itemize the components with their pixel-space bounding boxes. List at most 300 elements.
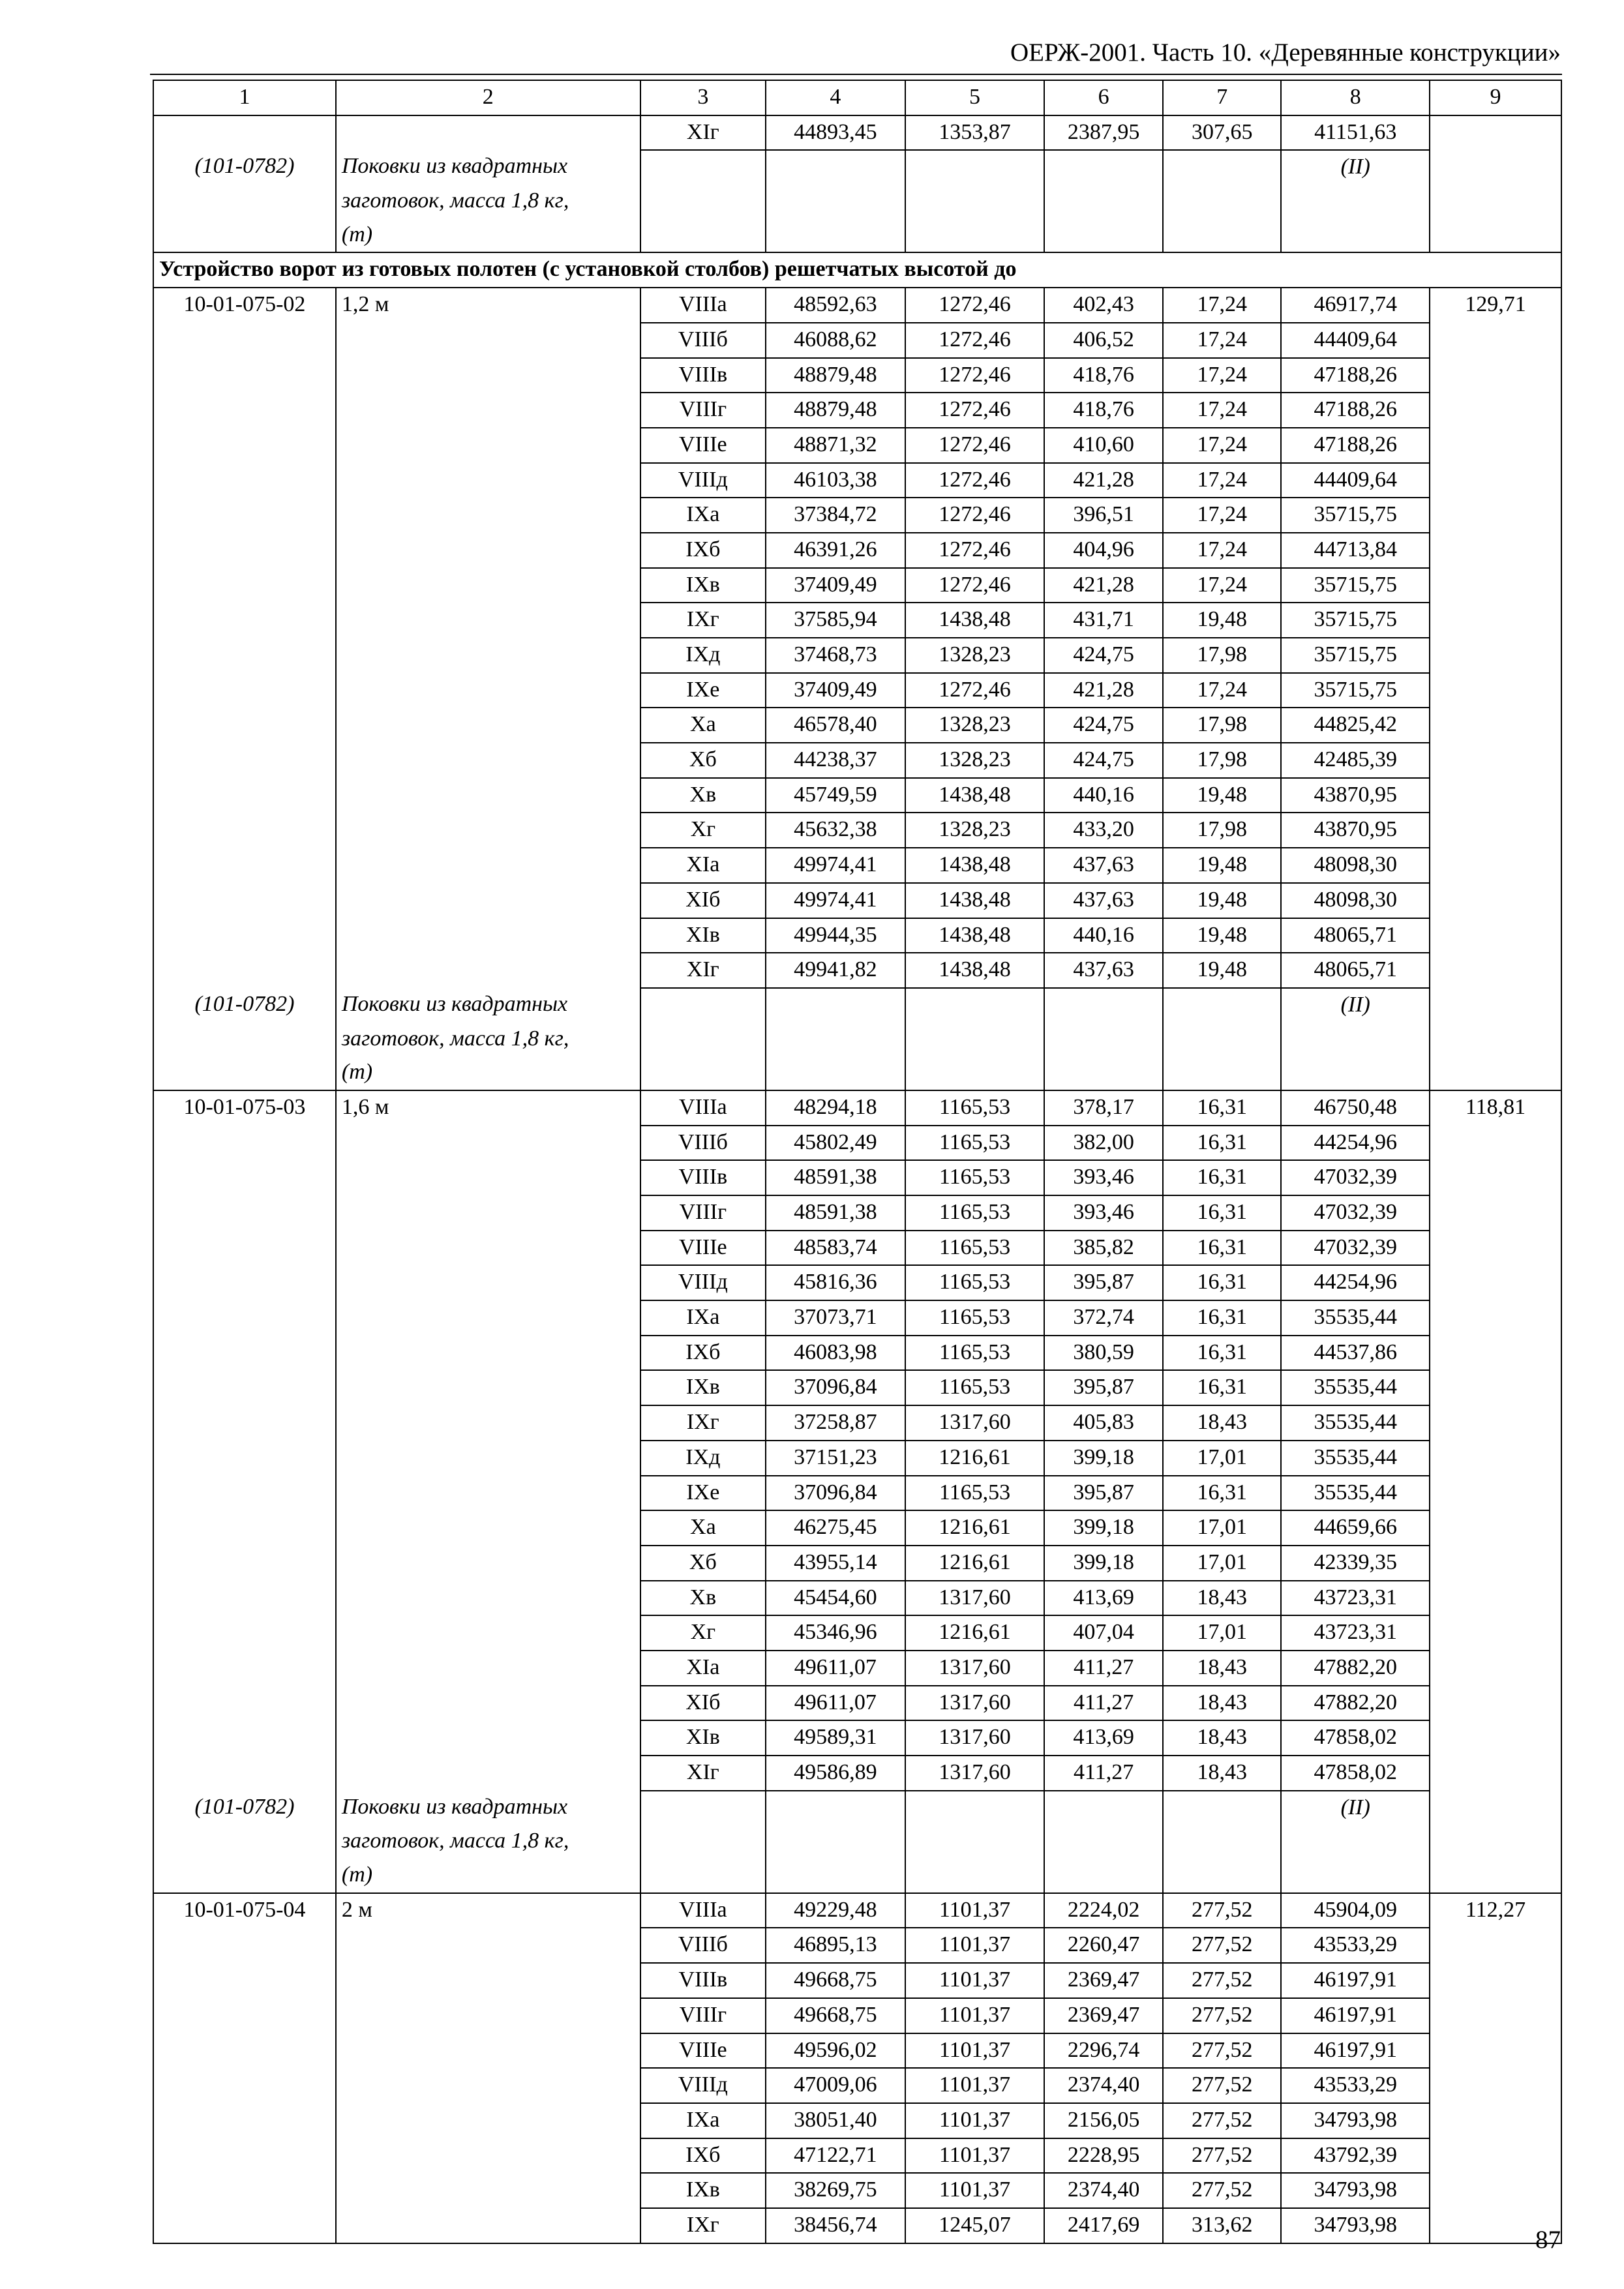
column-number: 9 — [1430, 80, 1561, 115]
code-cell — [153, 953, 336, 988]
value-cell: 35715,75 — [1281, 603, 1430, 638]
item-code: 10-01-075-04 — [153, 1893, 336, 1928]
code-cell — [153, 2173, 336, 2208]
code-cell — [153, 323, 336, 358]
resource-cell — [1430, 1825, 1561, 1859]
item-code: 10-01-075-02 — [153, 288, 336, 323]
value-cell: 46083,98 — [766, 1336, 905, 1371]
resource-cell — [1430, 428, 1561, 463]
item-resource: 112,27 — [1430, 1893, 1561, 1928]
value-cell: IХб — [640, 533, 766, 568]
code-cell — [153, 1265, 336, 1300]
value-cell: 382,00 — [1044, 1126, 1163, 1161]
value-cell: 405,83 — [1044, 1405, 1163, 1441]
empty-cell — [766, 185, 905, 218]
value-cell: 1438,48 — [905, 883, 1045, 918]
description-cell — [336, 1581, 640, 1616]
value-cell: 1317,60 — [905, 1686, 1045, 1721]
value-cell: 43723,31 — [1281, 1581, 1430, 1616]
value-cell: 307,65 — [1163, 115, 1282, 151]
table-body — [153, 80, 1561, 2243]
empty-cell — [1281, 1859, 1430, 1893]
value-cell: 46391,26 — [766, 533, 905, 568]
description-cell — [336, 1370, 640, 1405]
value-cell: 48065,71 — [1281, 953, 1430, 988]
table-row — [153, 673, 1561, 708]
resource-cell — [1430, 393, 1561, 428]
empty-cell — [1163, 218, 1282, 253]
value-cell: 2374,40 — [1044, 2068, 1163, 2103]
table-row — [153, 568, 1561, 603]
empty-cell — [640, 150, 766, 185]
value-cell: 37073,71 — [766, 1300, 905, 1336]
empty-cell — [1044, 1791, 1163, 1825]
value-cell: Ха — [640, 708, 766, 743]
table-row — [153, 428, 1561, 463]
material-row — [153, 1825, 1561, 1859]
description-cell — [336, 1756, 640, 1791]
description-cell — [336, 533, 640, 568]
description-cell — [336, 1615, 640, 1651]
value-cell: 35535,44 — [1281, 1441, 1430, 1476]
table-row — [153, 1336, 1561, 1371]
value-cell: 35715,75 — [1281, 673, 1430, 708]
value-cell: 44409,64 — [1281, 463, 1430, 498]
column-number: 5 — [905, 80, 1045, 115]
code-cell — [153, 1546, 336, 1581]
value-cell: VIIIа — [640, 1090, 766, 1126]
description-cell — [336, 2138, 640, 2174]
value-cell: 1165,53 — [905, 1265, 1045, 1300]
column-number: 6 — [1044, 80, 1163, 115]
code-cell — [153, 1405, 336, 1441]
value-cell: 37096,84 — [766, 1476, 905, 1511]
table-row — [153, 1615, 1561, 1651]
value-cell: 393,46 — [1044, 1160, 1163, 1195]
value-cell: 44825,42 — [1281, 708, 1430, 743]
resource-cell — [1430, 883, 1561, 918]
empty-cell — [1281, 1056, 1430, 1090]
value-cell: IХа — [640, 2103, 766, 2138]
value-cell: 17,01 — [1163, 1510, 1282, 1546]
resource-cell — [1430, 848, 1561, 883]
value-cell: 43533,29 — [1281, 1928, 1430, 1963]
value-cell: 385,82 — [1044, 1231, 1163, 1266]
code-cell — [153, 918, 336, 953]
value-cell: 277,52 — [1163, 1893, 1282, 1928]
code-cell — [153, 185, 336, 218]
value-cell: IХб — [640, 2138, 766, 2174]
value-cell: 37258,87 — [766, 1405, 905, 1441]
value-cell: 46103,38 — [766, 463, 905, 498]
value-cell: VIIIв — [640, 1160, 766, 1195]
table-row — [153, 813, 1561, 848]
value-cell: 395,87 — [1044, 1265, 1163, 1300]
table-row — [153, 1720, 1561, 1756]
value-cell: 34793,98 — [1281, 2103, 1430, 2138]
code-cell — [153, 603, 336, 638]
code-cell — [153, 673, 336, 708]
value-cell: 1165,53 — [905, 1336, 1045, 1371]
value-cell: 49611,07 — [766, 1686, 905, 1721]
resource-cell — [1430, 1195, 1561, 1231]
value-cell: 16,31 — [1163, 1231, 1282, 1266]
empty-cell — [1163, 1023, 1282, 1056]
value-cell: 1165,53 — [905, 1476, 1045, 1511]
description-cell — [336, 1126, 640, 1161]
value-cell: 48591,38 — [766, 1160, 905, 1195]
value-cell: 49611,07 — [766, 1651, 905, 1686]
norms-table — [153, 80, 1562, 2244]
material-name: Поковки из квадратных — [336, 988, 640, 1023]
value-cell: 396,51 — [1044, 498, 1163, 533]
value-cell: 413,69 — [1044, 1581, 1163, 1616]
value-cell: VIIIа — [640, 288, 766, 323]
value-cell: 16,31 — [1163, 1300, 1282, 1336]
empty-cell — [905, 1859, 1045, 1893]
value-cell: VIIIа — [640, 1893, 766, 1928]
material-name: заготовок, масса 1,8 кг, — [336, 1825, 640, 1859]
value-cell: VIIIе — [640, 1231, 766, 1266]
table-row — [153, 1546, 1561, 1581]
resource-cell — [1430, 2173, 1561, 2208]
value-cell: 277,52 — [1163, 2103, 1282, 2138]
resource-cell — [1430, 638, 1561, 673]
value-cell: 43723,31 — [1281, 1615, 1430, 1651]
table-row — [153, 953, 1561, 988]
material-name: (т) — [336, 218, 640, 253]
description-cell — [336, 1300, 640, 1336]
value-cell: 2369,47 — [1044, 1998, 1163, 2033]
value-cell: 48294,18 — [766, 1090, 905, 1126]
value-cell: 421,28 — [1044, 463, 1163, 498]
value-cell: 48592,63 — [766, 288, 905, 323]
value-cell: Хг — [640, 1615, 766, 1651]
item-height: 1,2 м — [336, 288, 640, 323]
code-cell — [153, 1581, 336, 1616]
resource-cell — [1430, 1756, 1561, 1791]
value-cell: IХв — [640, 2173, 766, 2208]
table-row — [153, 1510, 1561, 1546]
code-cell — [153, 2208, 336, 2243]
description-cell — [336, 1231, 640, 1266]
value-cell: VIIIв — [640, 1963, 766, 1998]
column-number: 3 — [640, 80, 766, 115]
value-cell: 1101,37 — [905, 2173, 1045, 2208]
material-name: заготовок, масса 1,8 кг, — [336, 1023, 640, 1056]
table-row — [153, 1581, 1561, 1616]
value-cell: 1317,60 — [905, 1581, 1045, 1616]
table-row — [153, 1231, 1561, 1266]
value-cell: 19,48 — [1163, 778, 1282, 813]
empty-cell — [766, 1056, 905, 1090]
value-cell: 17,24 — [1163, 498, 1282, 533]
value-cell: ХIа — [640, 848, 766, 883]
table-row — [153, 638, 1561, 673]
value-cell: 49586,89 — [766, 1756, 905, 1791]
value-cell: 47122,71 — [766, 2138, 905, 2174]
value-cell: 18,43 — [1163, 1651, 1282, 1686]
description-cell — [336, 2068, 640, 2103]
value-cell: 43533,29 — [1281, 2068, 1430, 2103]
value-cell: 16,31 — [1163, 1370, 1282, 1405]
description-cell — [336, 1265, 640, 1300]
value-cell: 48583,74 — [766, 1231, 905, 1266]
description-cell — [336, 883, 640, 918]
value-cell: 35535,44 — [1281, 1300, 1430, 1336]
resource-cell — [1430, 1476, 1561, 1511]
resource-cell — [1430, 1056, 1561, 1090]
column-number: 4 — [766, 80, 905, 115]
code-cell — [153, 1720, 336, 1756]
value-cell: 18,43 — [1163, 1405, 1282, 1441]
value-cell: IХб — [640, 1336, 766, 1371]
code-cell — [153, 1195, 336, 1231]
value-cell: IХа — [640, 1300, 766, 1336]
value-cell: 17,24 — [1163, 463, 1282, 498]
value-cell: 19,48 — [1163, 603, 1282, 638]
value-cell: 19,48 — [1163, 953, 1282, 988]
value-cell: 1165,53 — [905, 1231, 1045, 1266]
value-cell: 47858,02 — [1281, 1720, 1430, 1756]
value-cell: 46895,13 — [766, 1928, 905, 1963]
value-cell: 37096,84 — [766, 1370, 905, 1405]
resource-cell — [1430, 2068, 1561, 2103]
value-cell: 424,75 — [1044, 743, 1163, 778]
resource-cell — [1430, 673, 1561, 708]
value-cell: 1328,23 — [905, 813, 1045, 848]
material-name: Поковки из квадратных — [336, 150, 640, 185]
value-cell: 49668,75 — [766, 1963, 905, 1998]
value-cell: 2417,69 — [1044, 2208, 1163, 2243]
value-cell: 46197,91 — [1281, 2033, 1430, 2069]
resource-cell — [1430, 1126, 1561, 1161]
value-cell: 406,52 — [1044, 323, 1163, 358]
resource-cell — [1430, 1370, 1561, 1405]
description-cell — [336, 1405, 640, 1441]
value-cell: 411,27 — [1044, 1756, 1163, 1791]
value-cell: 1317,60 — [905, 1756, 1045, 1791]
value-cell: 437,63 — [1044, 883, 1163, 918]
resource-cell — [1430, 1300, 1561, 1336]
material-row — [153, 150, 1561, 185]
resource-cell — [1430, 1720, 1561, 1756]
value-cell: Хв — [640, 778, 766, 813]
description-cell — [336, 1336, 640, 1371]
value-cell: 48098,30 — [1281, 848, 1430, 883]
code-cell — [153, 1126, 336, 1161]
value-cell: 49941,82 — [766, 953, 905, 988]
empty-cell — [905, 1791, 1045, 1825]
value-cell: 1165,53 — [905, 1090, 1045, 1126]
material-row — [153, 1791, 1561, 1825]
value-cell: 45802,49 — [766, 1126, 905, 1161]
empty-cell — [1044, 185, 1163, 218]
value-cell: 1328,23 — [905, 743, 1045, 778]
value-cell: 19,48 — [1163, 848, 1282, 883]
value-cell: VIIIб — [640, 1126, 766, 1161]
value-cell: 431,71 — [1044, 603, 1163, 638]
value-cell: 378,17 — [1044, 1090, 1163, 1126]
value-cell: 1272,46 — [905, 358, 1045, 393]
description-cell — [336, 2103, 640, 2138]
value-cell: 45904,09 — [1281, 1893, 1430, 1928]
code-cell — [153, 1756, 336, 1791]
table-row — [153, 393, 1561, 428]
value-cell: 313,62 — [1163, 2208, 1282, 2243]
value-cell: 44238,37 — [766, 743, 905, 778]
value-cell: 1272,46 — [905, 568, 1045, 603]
resource-cell — [1430, 358, 1561, 393]
resource-cell — [1430, 185, 1561, 218]
resource-cell — [1430, 568, 1561, 603]
code-cell — [153, 813, 336, 848]
value-cell: 19,48 — [1163, 918, 1282, 953]
resource-cell — [1430, 1791, 1561, 1825]
description-cell — [336, 848, 640, 883]
empty-cell — [1163, 185, 1282, 218]
resource-cell — [1430, 1686, 1561, 1721]
value-cell: 1438,48 — [905, 603, 1045, 638]
value-cell: Хв — [640, 1581, 766, 1616]
value-cell: 421,28 — [1044, 673, 1163, 708]
value-cell: 1216,61 — [905, 1615, 1045, 1651]
value-cell: 37151,23 — [766, 1441, 905, 1476]
code-cell — [153, 568, 336, 603]
resource-cell — [1430, 1859, 1561, 1893]
value-cell: 45749,59 — [766, 778, 905, 813]
value-cell: IХе — [640, 673, 766, 708]
value-cell: 1272,46 — [905, 673, 1045, 708]
value-cell: 18,43 — [1163, 1756, 1282, 1791]
value-cell: 48098,30 — [1281, 883, 1430, 918]
empty-cell — [1163, 1056, 1282, 1090]
value-cell: 17,01 — [1163, 1615, 1282, 1651]
value-cell: 45632,38 — [766, 813, 905, 848]
value-cell: 1101,37 — [905, 2103, 1045, 2138]
value-cell: 49668,75 — [766, 1998, 905, 2033]
value-cell: 48879,48 — [766, 393, 905, 428]
resource-cell — [1430, 463, 1561, 498]
table-row — [153, 1651, 1561, 1686]
resource-cell — [1430, 1231, 1561, 1266]
table-row — [153, 1756, 1561, 1791]
value-cell: 19,48 — [1163, 883, 1282, 918]
empty-cell — [766, 1791, 905, 1825]
material-class: (II) — [1281, 1791, 1430, 1825]
value-cell: 49589,31 — [766, 1720, 905, 1756]
value-cell: 2224,02 — [1044, 1893, 1163, 1928]
resource-cell — [1430, 1510, 1561, 1546]
description-cell — [336, 1476, 640, 1511]
code-cell — [153, 743, 336, 778]
value-cell: 1272,46 — [905, 323, 1045, 358]
value-cell: 395,87 — [1044, 1476, 1163, 1511]
resource-cell — [1430, 1336, 1561, 1371]
resource-cell — [1430, 218, 1561, 253]
empty-cell — [905, 988, 1045, 1023]
empty-cell — [905, 150, 1045, 185]
value-cell: 18,43 — [1163, 1581, 1282, 1616]
description-cell — [336, 358, 640, 393]
value-cell: 1165,53 — [905, 1195, 1045, 1231]
empty-cell — [905, 185, 1045, 218]
resource-cell — [1430, 743, 1561, 778]
description-cell — [336, 918, 640, 953]
value-cell: 1317,60 — [905, 1405, 1045, 1441]
resource-cell — [1430, 603, 1561, 638]
description-cell — [336, 813, 640, 848]
value-cell: 37585,94 — [766, 603, 905, 638]
value-cell: 16,31 — [1163, 1336, 1282, 1371]
resource-cell — [1430, 1160, 1561, 1195]
empty-cell — [640, 185, 766, 218]
value-cell: 16,31 — [1163, 1265, 1282, 1300]
value-cell: 1328,23 — [905, 638, 1045, 673]
table-row — [153, 1405, 1561, 1441]
value-cell: 424,75 — [1044, 708, 1163, 743]
value-cell: 34793,98 — [1281, 2208, 1430, 2243]
value-cell: 1101,37 — [905, 1963, 1045, 1998]
value-cell: 17,24 — [1163, 288, 1282, 323]
value-cell: 380,59 — [1044, 1336, 1163, 1371]
code-cell — [153, 498, 336, 533]
material-row — [153, 218, 1561, 253]
description-cell — [336, 1546, 640, 1581]
empty-cell — [766, 988, 905, 1023]
value-cell: IХг — [640, 603, 766, 638]
empty-cell — [1044, 1825, 1163, 1859]
table-row — [153, 1265, 1561, 1300]
value-cell: 35535,44 — [1281, 1476, 1430, 1511]
value-cell: 49974,41 — [766, 883, 905, 918]
value-cell: 44713,84 — [1281, 533, 1430, 568]
table-row — [153, 708, 1561, 743]
value-cell: 399,18 — [1044, 1441, 1163, 1476]
resource-cell — [1430, 323, 1561, 358]
material-name: Поковки из квадратных — [336, 1791, 640, 1825]
table-row — [153, 1998, 1561, 2033]
value-cell: 42339,35 — [1281, 1546, 1430, 1581]
empty-cell — [766, 150, 905, 185]
value-cell: 48871,32 — [766, 428, 905, 463]
value-cell: 46197,91 — [1281, 1998, 1430, 2033]
value-cell: 49596,02 — [766, 2033, 905, 2069]
resource-cell — [1430, 115, 1561, 151]
value-cell: 46088,62 — [766, 323, 905, 358]
value-cell: ХIв — [640, 918, 766, 953]
column-numbers-row — [153, 80, 1561, 115]
code-cell — [153, 1476, 336, 1511]
empty-cell — [905, 1825, 1045, 1859]
value-cell: 35715,75 — [1281, 638, 1430, 673]
column-number: 2 — [336, 80, 640, 115]
value-cell: IХд — [640, 1441, 766, 1476]
material-name: (т) — [336, 1056, 640, 1090]
empty-cell — [905, 218, 1045, 253]
value-cell: 44254,96 — [1281, 1265, 1430, 1300]
empty-cell — [640, 1791, 766, 1825]
value-cell: 277,52 — [1163, 2033, 1282, 2069]
resource-cell — [1430, 778, 1561, 813]
value-cell: 399,18 — [1044, 1510, 1163, 1546]
code-cell — [153, 1441, 336, 1476]
material-row — [153, 1023, 1561, 1056]
item-height: 1,6 м — [336, 1090, 640, 1126]
value-cell: VIIIд — [640, 2068, 766, 2103]
value-cell: 411,27 — [1044, 1651, 1163, 1686]
value-cell: 402,43 — [1044, 288, 1163, 323]
